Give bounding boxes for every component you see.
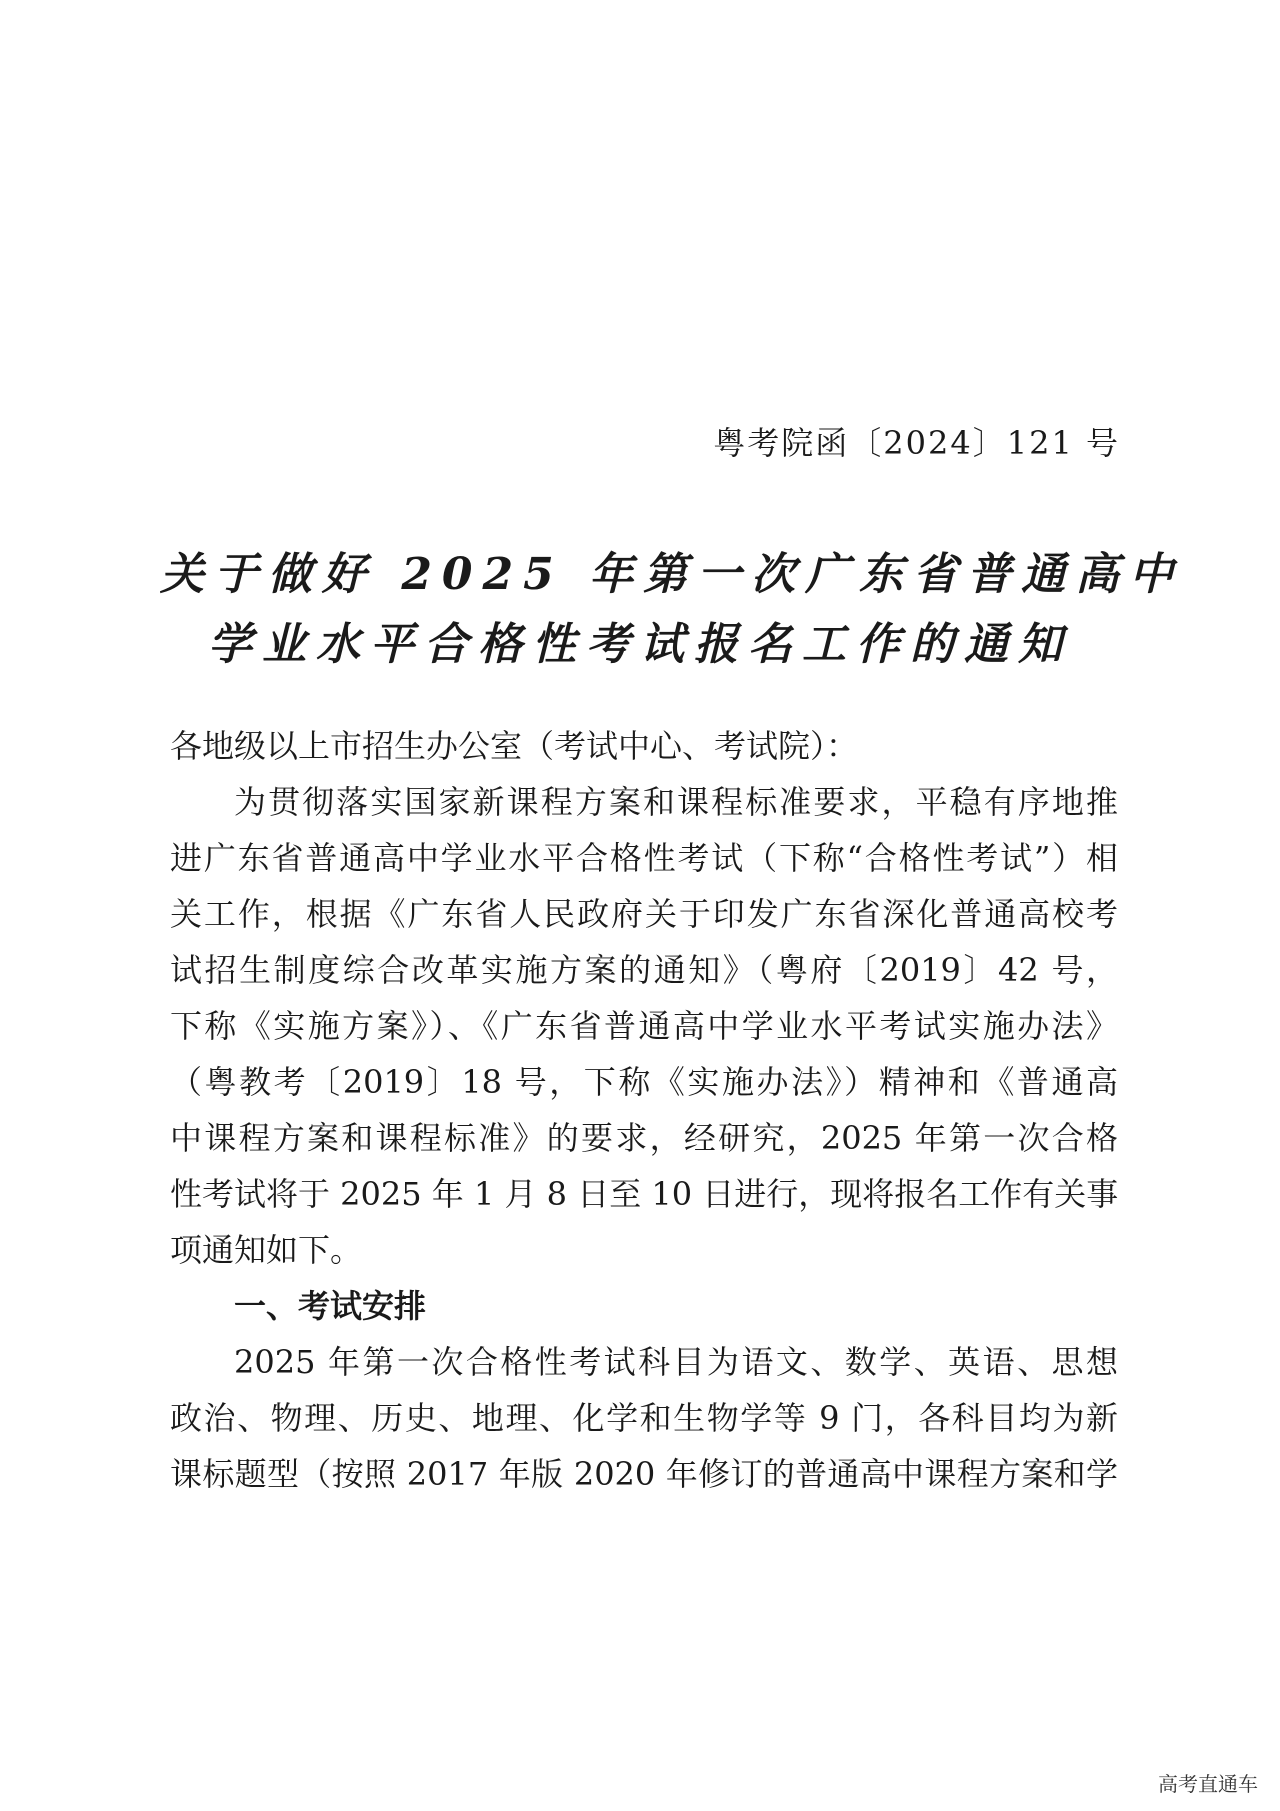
paragraph-line: 课标题型（按照 2017 年版 2020 年修订的普通高中课程方案和学 (170, 1455, 1118, 1493)
paragraph-2 (170, 1334, 1118, 1502)
paragraph-line: 为贯彻落实国家新课程方案和课程标准要求，平稳有序地推 (234, 783, 1118, 821)
watermark: 高考直通车 (1158, 1772, 1258, 1796)
paragraph-line: 项通知如下。 (170, 1231, 363, 1269)
document-title-line-2: 学业水平合格性考试报名工作的通知 (208, 619, 1072, 670)
paragraph-line: 试招生制度综合改革实施方案的通知》（粤府〔2019〕42 号， (170, 951, 1118, 989)
paragraph-line: 进广东省普通高中学业水平合格性考试（下称“合格性考试”）相 (170, 839, 1118, 877)
addressee: 各地级以上市招生办公室（考试中心、考试院）： (170, 727, 859, 765)
paragraph-line: （粤教考〔2019〕18 号，下称《实施办法》）精神和《普通高 (170, 1063, 1118, 1101)
document-title-line-1: 关于做好 2025 年第一次广东省普通高中 (160, 549, 1184, 600)
document-body (170, 718, 1118, 1502)
paragraph-line: 中课程方案和课程标准》的要求，经研究，2025 年第一次合格 (170, 1119, 1118, 1157)
paragraph-line: 性考试将于 2025 年 1 月 8 日至 10 日进行，现将报名工作有关事 (170, 1175, 1119, 1213)
document-number: 粤考院函〔2024〕121 号 (713, 424, 1120, 462)
paragraph-line: 政治、物理、历史、地理、化学和生物学等 9 门，各科目均为新 (170, 1399, 1118, 1437)
paragraph-line: 关工作，根据《广东省人民政府关于印发广东省深化普通高校考 (170, 895, 1118, 933)
section-heading: 一、考试安排 (234, 1287, 427, 1325)
paragraph-line: 2025 年第一次合格性考试科目为语文、数学、英语、思想 (234, 1343, 1118, 1381)
paragraph-1 (170, 774, 1118, 1278)
paragraph-line: 下称《实施方案》）、《广东省普通高中学业水平考试实施办法》 (170, 1007, 1118, 1045)
